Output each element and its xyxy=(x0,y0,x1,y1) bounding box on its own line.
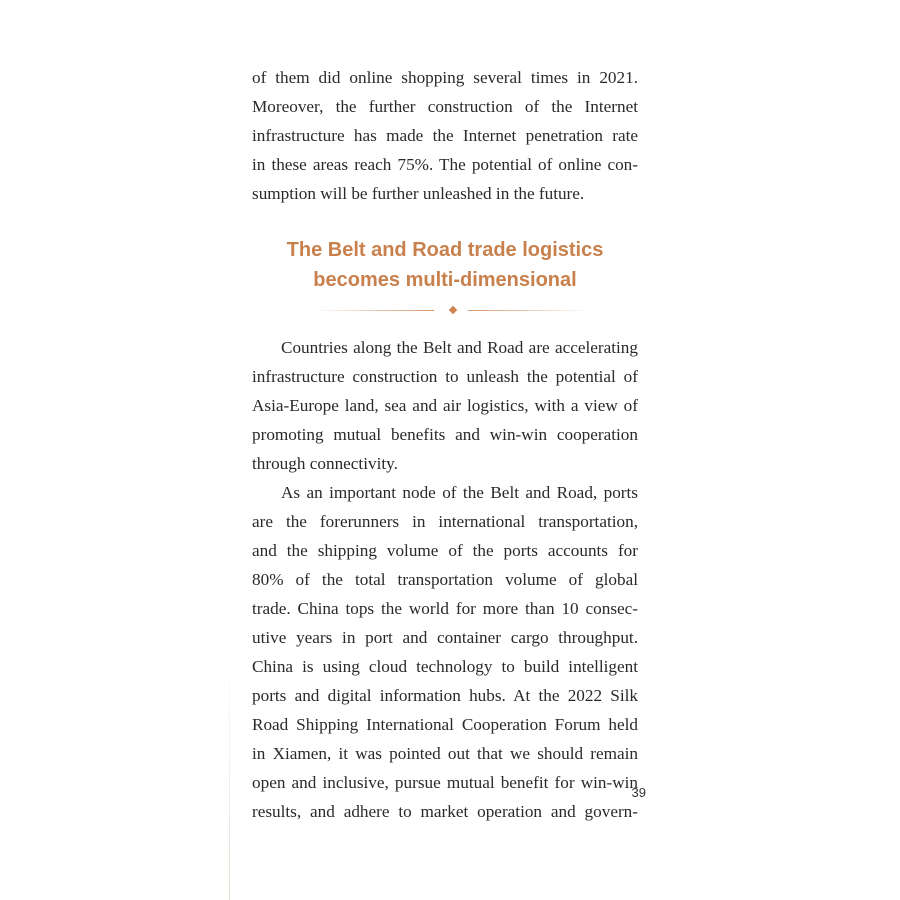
heading-divider-ornament xyxy=(252,303,638,319)
paragraph-2-line-4: 80% of the total transportation volume of global xyxy=(252,570,638,589)
paragraph-1-line-3: Asia-Europe land, sea and air logistics, with a view of xyxy=(252,396,638,415)
section-heading-line-1: The Belt and Road trade logistics xyxy=(286,239,604,261)
intro-line-3: infrastructure has made the Internet penetration rate xyxy=(252,126,638,145)
paragraph-1-line-2: infrastructure construction to unleash the potential of xyxy=(252,367,638,386)
intro-line-5: sumption will be further unleashed in the future. xyxy=(252,184,585,203)
divider-left-rule xyxy=(312,310,434,311)
paragraph-1-line-4: promoting mutual benefits and win-win cooperation xyxy=(252,425,638,444)
paragraph-2-line-7: China is using cloud technology to build intelligent xyxy=(252,657,638,676)
paragraph-1 xyxy=(252,333,638,478)
text-column xyxy=(252,63,638,821)
paragraph-2-line-11: open and inclusive, pursue mutual benefit for win-win xyxy=(252,773,638,792)
paragraph-2-line-12: results, and adhere to market operation and govern- xyxy=(252,802,638,821)
diamond-icon xyxy=(449,306,457,314)
paragraph-2-line-1: As an important node of the Belt and Road, ports xyxy=(281,483,638,502)
paragraph-2-line-3: and the shipping volume of the ports accounts for xyxy=(252,541,638,560)
intro-paragraph xyxy=(252,63,638,208)
intro-line-4: in these areas reach 75%. The potential of online con- xyxy=(252,155,638,174)
paragraph-2-line-6: utive years in port and container cargo throughput. xyxy=(252,628,638,647)
section-heading-line-2: becomes multi-dimensional xyxy=(313,269,577,291)
paragraph-1-line-5: through connectivity. xyxy=(252,454,398,473)
intro-line-2: Moreover, the further construction of the Internet xyxy=(252,97,638,116)
paragraph-2-line-9: Road Shipping International Cooperation Forum held xyxy=(252,715,638,734)
page-number: 39 xyxy=(631,785,646,800)
divider-right-rule xyxy=(468,310,590,311)
gutter-edge-line xyxy=(229,640,230,900)
paragraph-2-line-2: are the forerunners in international transportation, xyxy=(252,512,638,531)
intro-line-1: of them did online shopping several times in 2021. xyxy=(252,68,638,87)
paragraph-2-line-10: in Xiamen, it was pointed out that we should remain xyxy=(252,744,638,763)
body-text xyxy=(252,333,638,826)
paragraph-2-line-5: trade. China tops the world for more than 10 consec- xyxy=(252,599,638,618)
section-heading xyxy=(252,235,638,295)
paragraph-1-line-1: Countries along the Belt and Road are accelerating xyxy=(281,338,638,357)
paragraph-2-line-8: ports and digital information hubs. At the 2022 Silk xyxy=(252,686,638,705)
paragraph-2 xyxy=(252,478,638,826)
